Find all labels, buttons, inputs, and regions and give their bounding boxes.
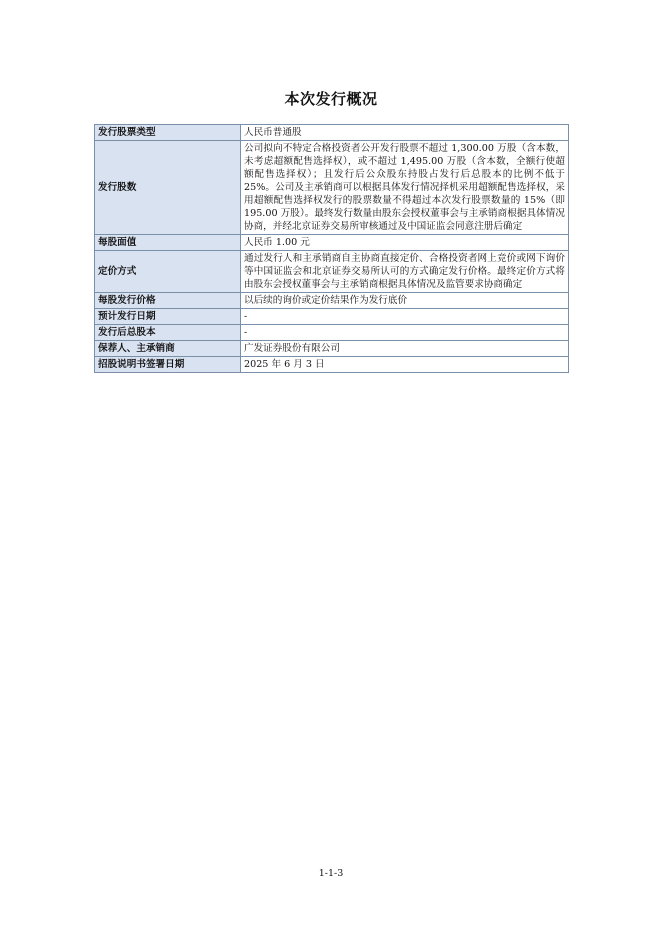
table-row <box>95 357 569 373</box>
row-label-share-count: 发行股数 <box>95 141 241 235</box>
row-value-total-shares: - <box>241 325 569 341</box>
row-label-total-shares: 发行后总股本 <box>95 325 241 341</box>
row-label-issue-price: 每股发行价格 <box>95 293 241 309</box>
row-label-sponsor: 保荐人、主承销商 <box>95 341 241 357</box>
table-row <box>95 341 569 357</box>
page-title: 本次发行概况 <box>284 90 378 108</box>
row-label-stock-type: 发行股票类型 <box>95 125 241 141</box>
table-row <box>95 235 569 251</box>
row-value-par-value: 人民币 1.00 元 <box>241 235 569 251</box>
row-label-par-value: 每股面值 <box>95 235 241 251</box>
row-label-pricing-method: 定价方式 <box>95 251 241 293</box>
row-value-issue-date: - <box>241 309 569 325</box>
page-number: 1-1-3 <box>318 868 344 879</box>
table-row <box>95 251 569 293</box>
row-value-share-count: 公司拟向不特定合格投资者公开发行股票不超过 1,300.00 万股（含本数，未考虑超额配售选择权），或不超过 1,495.00 万股（含本数，全额行使超额配售选择权）；且发行后公众股东持股占发行后总股本的比例不低于 25%。公司及主承销商可以根据具体发行情况择机采用超额配售选择权，采用超额配售选择权发行的股票数量不得超过本次发行股票数量的 15%（即 195.00 万股）。最终发行数量由股东会授权董事会与主承销商根据具体情况协商，并经北京证券交易所审核通过及中国证监会同意注册后确定 <box>241 141 569 235</box>
table-row <box>95 325 569 341</box>
issuance-overview-table <box>94 124 569 373</box>
table-row <box>95 293 569 309</box>
table-row <box>95 309 569 325</box>
row-value-sponsor: 广发证券股份有限公司 <box>241 341 569 357</box>
row-label-issue-date: 预计发行日期 <box>95 309 241 325</box>
row-label-signing-date: 招股说明书签署日期 <box>95 357 241 373</box>
table-row <box>95 125 569 141</box>
row-value-pricing-method: 通过发行人和主承销商自主协商直接定价、合格投资者网上竞价或网下询价等中国证监会和北京证券交易所认可的方式确定发行价格。最终定价方式将由股东会授权董事会与主承销商根据具体情况及监管要求协商确定 <box>241 251 569 293</box>
row-value-stock-type: 人民币普通股 <box>241 125 569 141</box>
row-value-signing-date: 2025 年 6 月 3 日 <box>241 357 569 373</box>
table-row <box>95 141 569 235</box>
row-value-issue-price: 以后续的询价或定价结果作为发行底价 <box>241 293 569 309</box>
